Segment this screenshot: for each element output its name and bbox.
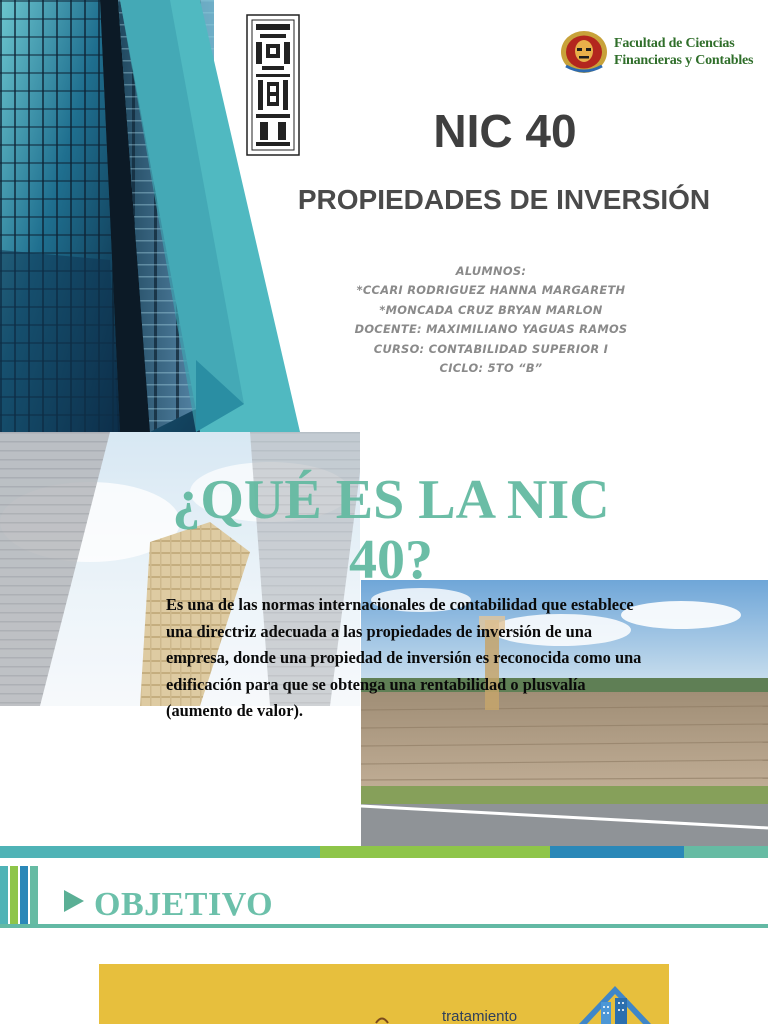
accent-bar (10, 866, 18, 924)
section-heading: ¿QUÉ ES LA NIC 40? (172, 469, 610, 591)
title-slide (0, 0, 768, 432)
definition-paragraph: Es una de las normas internacionales de contabilidad que establece una directriz adecuada a las propiedades de inversión de una empresa, donde una propiedad de inversión es reconocida como una edificación para que se obtenga una rentabilidad o plusvalía (aumento de valor). (166, 595, 642, 721)
accent-bar (20, 866, 28, 924)
stripe-segment (0, 846, 320, 858)
accent-bar (30, 866, 38, 924)
heading-underline (0, 924, 768, 928)
play-arrow-icon (64, 890, 84, 912)
definition-slide (0, 432, 768, 860)
university-seal-icon (560, 30, 608, 74)
pointer-icon (375, 1016, 389, 1024)
andean-emblem-icon (246, 14, 300, 156)
accent-bar (0, 866, 8, 924)
objective-graphic (99, 964, 669, 1024)
stripe-segment (550, 846, 684, 858)
credits-line: *MONCADA CRUZ BRYAN MARLON (379, 302, 603, 317)
page-title: NIC 40 (433, 105, 577, 157)
objective-heading: OBJETIVO (94, 886, 274, 923)
faculty-logo (560, 30, 753, 74)
accent-bars (0, 866, 38, 924)
page-subtitle: PROPIEDADES DE INVERSIÓN (297, 184, 711, 215)
stripe-segment (320, 846, 550, 858)
credits-line: *CCARI RODRIGUEZ HANNA MARGARETH (356, 283, 626, 298)
color-stripe (0, 846, 768, 858)
credits-line: ALUMNOS: (455, 264, 527, 278)
stripe-segment (684, 846, 768, 858)
objective-slide (0, 860, 768, 1024)
faculty-name: Facultad de Ciencias Financieras y Contables (614, 36, 754, 68)
graphic-label: tratamiento (442, 1008, 518, 1024)
credits-line: CURSO: CONTABILIDAD SUPERIOR I (373, 341, 609, 356)
credits-line: CICLO: 5TO “B” (439, 361, 543, 376)
credits-block (330, 262, 652, 378)
building-icon (579, 984, 651, 1024)
credits-line: DOCENTE: MAXIMILIANO YAGUAS RAMOS (354, 322, 628, 337)
